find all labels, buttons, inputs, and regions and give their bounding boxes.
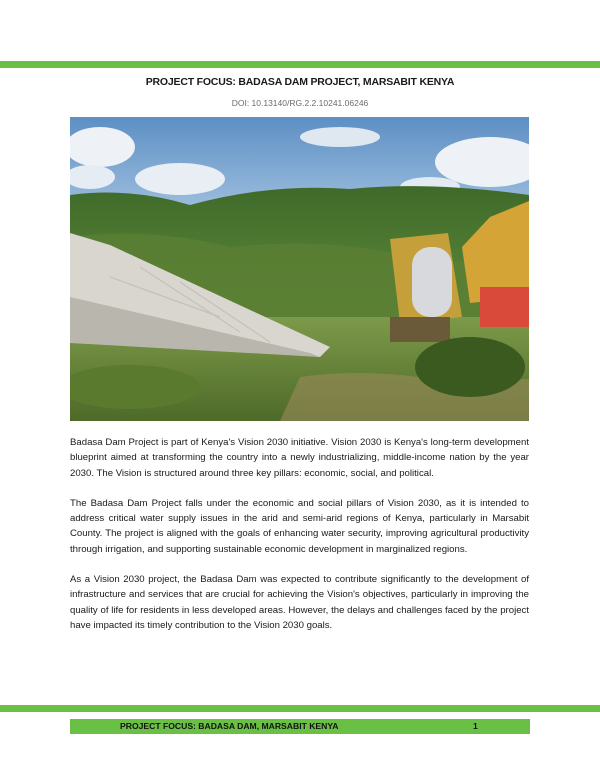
paragraph: Badasa Dam Project is part of Kenya's Vision 2030 initiative. Vision 2030 is Kenya's long-term development blueprint aimed at transforming the country into a newly industrializing, middle-income nation by the year 2030. The Vision is structured around three key pillars: economic, social, and political. — [70, 437, 529, 479]
top-accent-bar — [0, 61, 600, 68]
document-title: PROJECT FOCUS: BADASA DAM PROJECT, MARSABIT KENYA — [145, 76, 455, 88]
paragraph: As a Vision 2030 project, the Badasa Dam was expected to contribute significantly to the development of infrastructure and services that are crucial for achieving the Vision's objectives, particularly in improving the quality of life for residents in less developed areas. However, the delays and challenges faced by the project have impacted its timely contribution to the Vision 2030 goals. — [70, 574, 529, 631]
paragraph: The Badasa Dam Project falls under the economic and social pillars of Vision 2030, as it is intended to address critical water supply issues in the arid and semi-arid regions of Kenya, particularly in Marsabit County. The project is aligned with the goals of enhancing water security, improving agricultural productivity through irrigation, and supporting sustainable economic development in marginalized regions. — [70, 497, 529, 555]
footer-label: PROJECT FOCUS: BADASA DAM, MARSABIT KENYA — [120, 721, 339, 731]
dam-site-photo — [70, 117, 529, 421]
doi-text: DOI: 10.13140/RG.2.2.10241.06246 — [231, 98, 369, 108]
bottom-accent-bar — [0, 705, 600, 712]
body-text — [70, 435, 529, 648]
footer-bar — [70, 719, 530, 734]
page-number: 1 — [473, 721, 478, 731]
